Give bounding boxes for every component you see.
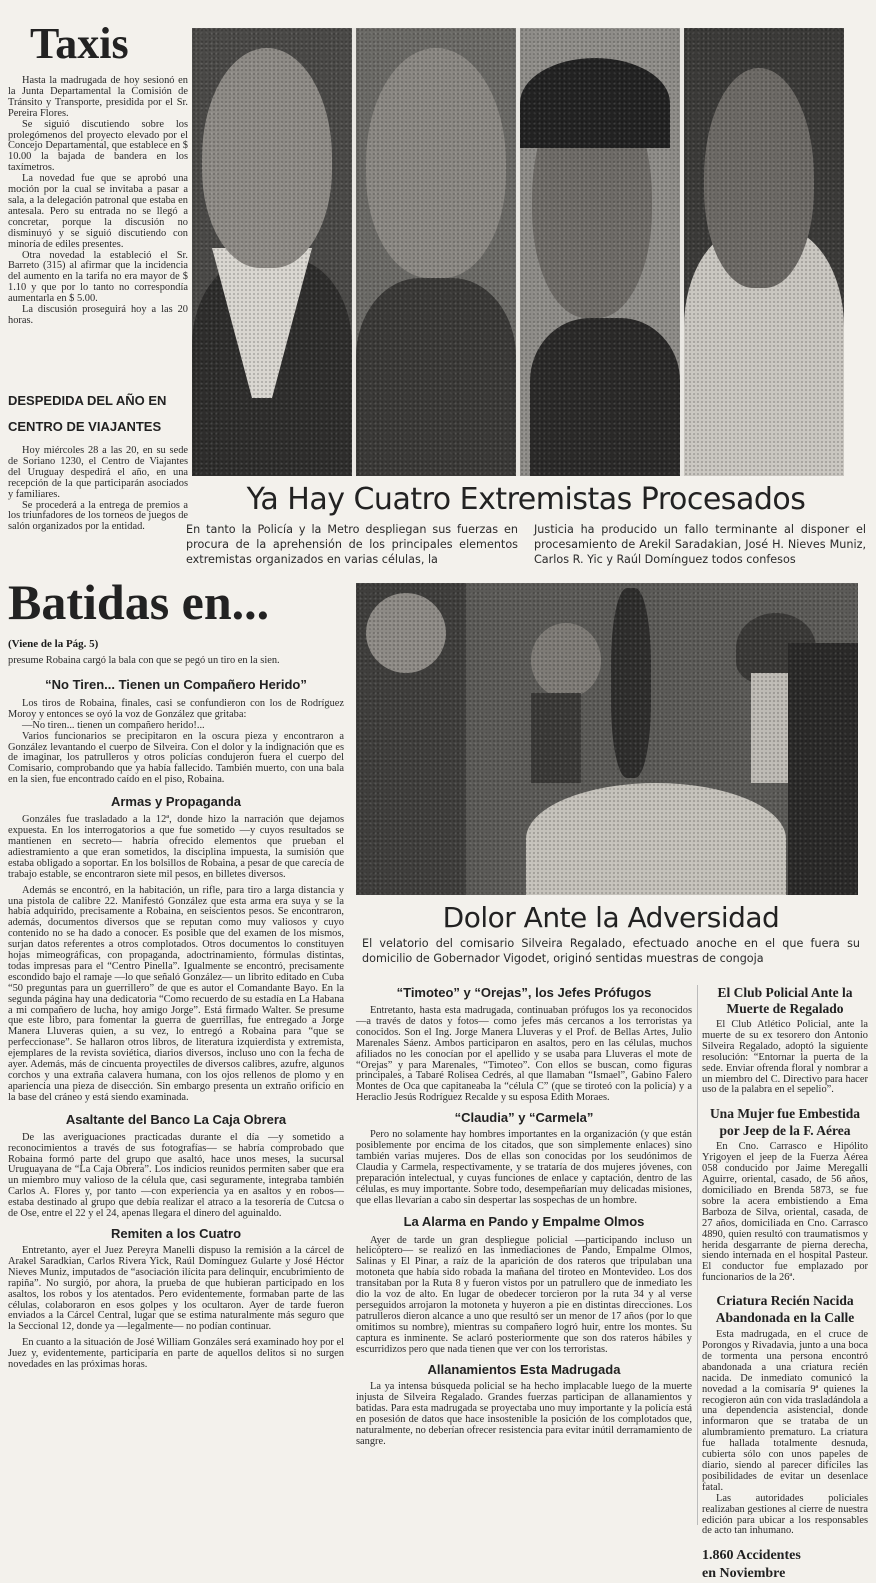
section-heading-asaltante: Asaltante del Banco La Caja Obrera <box>65 1111 287 1127</box>
brief-body <box>702 1330 868 1537</box>
article-paragraph: Gonzáles fue trasladado a la 12ª, donde hizo la narración que dejamos expuesta. En los interrogatorios a que fue sometido —y cuyos resultados se mantienen en secreto— habría ofrecido elementos que prueban el adiestramiento a que eran sometidos, la disciplina impuesta, la sumisión que estaba obligado a soportar. En los bolsillos de Robaina, a pesar de que carecía de trabajo estable, se encontraron siete mil pesos, en billetes diversos. <box>8 814 344 880</box>
taxis-body <box>8 76 188 327</box>
article-paragraph: Varios funcionarios se precipitaron en la oscura pieza y encontraron a González levantando el cuerpo de Silveira. Con el dolor y la indignación que es de imaginar, los patrulleros y otros policías condujeron fuera el cuerpo del Comisario, comprobando que ya había fallecido. También muerto, con una bala en la sien, fue encontrado caído en el piso, Robaina. <box>8 730 344 786</box>
taxis-paragraph: La novedad fue que se aprobó una moción por la cual se invitaba a pasar a sala, a la delegación patronal que estaba en antesala. Pero su entrada no se llegó a concretar, porque la discusión no disminuyó y se siguió discutiendo con minoría de ediles presentes. <box>8 173 188 250</box>
taxis-title: Taxis <box>30 19 129 68</box>
despedida-article <box>8 392 188 533</box>
taxis-paragraph: La discusión proseguirá hoy a las 20 horas. <box>8 304 188 326</box>
section-heading-allanamientos: Allanamientos Esta Madrugada <box>427 1362 621 1378</box>
section-heading-alarma: La Alarma en Pando y Empalme Olmos <box>403 1213 645 1229</box>
brief-paragraph: En Cno. Carrasco e Hipólito Yrigoyen el jeep de la Fuerza Aérea 058 conducido por Jaime Meregalli Aguirre, oriental, casado, de 56 años, domiciliado en Brenda 5873, se fue sobre la acera embistiendo a Ema Barboza de Silva, oriental, casada, de 27 años, domiciliada en Cno. Carrasco 4890, quien resultó con traumatismos y herida desgarrante de pierna derecha, siendo internada en el hospital Pasteur. El conductor fue emplazado por funcionarios de la 26ª. <box>702 1141 868 1284</box>
section-body <box>8 815 344 1104</box>
article-paragraph: —No tiren... tienen un compañero herido!... <box>22 719 205 731</box>
procesados-deck-left: En tanto la Policía y la Metro despliegan sus fuerzas en procura de la aprehensión de los principales elementos extremistas organizados en varias células, la <box>186 523 518 566</box>
procesados-article <box>186 480 866 567</box>
batidas-lead <box>8 656 344 667</box>
dolor-body <box>356 985 692 1448</box>
section-body <box>356 1006 692 1104</box>
section-body <box>356 1130 692 1206</box>
despedida-title-line1: DESPEDIDA DEL AÑO EN <box>8 393 167 408</box>
brief-body <box>702 1142 868 1284</box>
brief-heading-mujer-embestida: Una Mujer fue Embestida por Jeep de la F. Aérea <box>709 1106 861 1139</box>
despedida-paragraph: Hoy miércoles 28 a las 20, en su sede de Soriano 1230, el Centro de Viajantes del Uruguay despedirá el año, en una recepción de la que participarán asociados y familiares. <box>8 445 188 500</box>
section-body <box>8 1133 344 1220</box>
brief-paragraph: Esta madrugada, en el cruce de Porongos y Rivadavia, junto a una boca de tormenta una persona encontró abandonada a una criatura recién nacida. De inmediato comunicó la novedad a la comisaría 9ª quienes la recogieron aún con vida trasladándola a una dependencia asistencial, donde informaron que se trataba de un alumbramiento prematuro. La criatura fue hallada totalmente desnuda, cubierta sólo con unos papeles de diario, siendo al parecer difíciles las posibilidades de evitar un desenlace fatal. <box>702 1329 868 1493</box>
portrait-photo <box>192 28 352 476</box>
article-paragraph: La ya intensa búsqueda policial se ha hecho implacable luego de la muerte injusta de Silveira Regalado. Grandes fuerzas participan de allanamientos y batidas. Para esta madrugada se proyectaba uno muy importante y la policía está en posesión de datos que hace insostenible la posición de los complotados que, naturalmente, no deberían ofrecer resistencia para evitar inútil derramamiento de sangre. <box>356 1381 692 1447</box>
dolor-title: Dolor Ante la Adversidad <box>442 901 780 934</box>
procesados-deck-right: Justicia ha producido un fallo terminante al disponer el procesamiento de Arekil Saradakian, José H. Nieves Muniz, Carlos R. Yic y Raúl Domínguez todos confesos <box>534 523 866 566</box>
portrait-photo <box>684 28 844 476</box>
article-paragraph: De las averiguaciones practicadas durante el día —y sometido a reconocimientos a través de sus fotografías— se habría comprobado que Robaina formó parte del grupo que asaltó, hace unos meses, la sucursal Uruguayana de “La Caja Obrera”. Los indicios reunidos permiten saber que era un miembro muy valioso de la célula que, casi seguramente, integraba también Carlos A. Flores y, por tanto —con experiencia ya en asaltos y en robos— estaba destinado al grupo que debía realizar el atraco a la tesorería de Cutcsa o de Ose, entre el 22 y el 24, apenas llegara el dinero del aguinaldo. <box>8 1131 344 1220</box>
taxis-article <box>8 18 188 327</box>
column-rule <box>697 985 698 1525</box>
briefs-column <box>702 985 868 1583</box>
brief-body <box>702 1020 868 1096</box>
article-paragraph: Los tiros de Robaina, finales, casi se confundieron con los de Rodríguez Moroy y entonces se oyó la voz de González que gritaba: <box>8 697 344 720</box>
taxis-paragraph: Se siguió discutiendo sobre los prolegómenos del proyecto elevado por el Concejo Departamental, que establece en $ 10.00 la bajada de bandera en los taxímetros. <box>8 118 188 174</box>
despedida-body <box>8 446 188 533</box>
article-paragraph: Además se encontró, en la habitación, un rifle, para tiro a larga distancia y una pistola de calibre 22. Manifestó González que esta arma era suya y se la había adquirido, precisamente a Robaina, en seiscientos pesos. Se encontraron, además, documentos diversos que se reputan como muy valiosos y cuyo contenido no se ha dado a conocer. Es posible que del examen de los mismos, surjan datos referentes a otros complotados. Otros documentos lo constituyen hojas mimeográficas, con propaganda, adoctrinamiento, fórmulas distintas, todas impresas para el “Centro Pinella”. Igualmente se encontró, precisamente escondido bajo el ramaje —lo que señaló González— un librito editado en Cuba “50 preguntas para un guerrillero” de que es autor el Comandante Bayo. En la segunda página hay una dedicatoria “Como recuerdo de su estadía en La Habana a mi compañero de lucha, hoy amigo Jorge”. Está firmado Walter. Se presume que este libro, para fomentar la guerra de guerrillas, fue entregado a Jorge Manera Lluveras quien, a su vez, lo entregó a Robaina para “que se perfeccionase”. Se hallaron otros libros, de literatura izquierdista y extremista, ejemplares de la revista soviética, diarios diversos, incluso uno con la fecha de ayer. Además, más de cincuenta proyectiles de diversos calibres, azufre, algunos corchos y una extraña calavera humana, con los ojos rellenos de plomo y en apariencia una pieza de disección. Sin embargo presenta un extraño orificio en la base del cráneo y está siendo examinada. <box>8 884 344 1103</box>
dolor-deck: El velatorio del comisario Silveira Regalado, efectuado anoche en el que fuera su domicilio de Gobernador Vigodet, originó sentidas muestras de congoja <box>362 937 860 965</box>
batidas-article <box>8 574 344 1371</box>
section-heading-no-tiren: “No Tiren... Tienen un Compañero Herido” <box>45 676 307 692</box>
section-body <box>356 1382 692 1447</box>
extremists-photo-strip <box>192 28 844 476</box>
article-paragraph: Ayer de tarde un gran despliegue policial —participando incluso un helicóptero— se realizó en las inmediaciones de Pando, Empalme Olmos, Salinas y El Pinar, a raíz de la aparición de dos rateros que tripulaban una motoneta que había sido robada la mañana del tiroteo en Montevideo. Los dos transitaban por la Ruta 8 y fueron vistos por un patrullero que de inmediato les dio la voz de alto. En lugar de obedecer torcieron por la ruta 34 y al verse perseguidos arrojaron la motoneta y huyeron a pie en distintas direcciones. Los patrulleros dieron alcance a uno que resultó ser un menor de 17 años (por lo que omitimos su nombre), mientras su compañero logró huir, entre los montes. Su captura es inminente. Se aclaró posteriormente que son dos rateros hábiles y escurridizos pero que nada tienen que ver con los terroristas. <box>356 1234 692 1355</box>
despedida-title-line2: CENTRO DE VIAJANTES <box>8 419 162 434</box>
procesados-title: Ya Hay Cuatro Extremistas Procesados <box>246 482 806 517</box>
section-heading-remiten: Remiten a los Cuatro <box>110 1225 242 1241</box>
portrait-photo <box>520 28 680 476</box>
brief-paragraph: Las autoridades policiales realizaban gestiones al cierre de nuestra edición para ubicar a los responsables de acto tan inhumano. <box>702 1492 868 1537</box>
batidas-continued: (Viene de la Pág. 5) <box>8 638 99 650</box>
batidas-title: Batidas en... <box>8 574 270 630</box>
brief-heading-accidentes: 1.860 Accidentes en Noviembre <box>702 1548 801 1582</box>
taxis-paragraph: Hasta la madrugada de hoy sesionó en la Junta Departamental la Comisión de Tránsito y Transporte, presidida por el Sr. Pereira Flores. <box>8 75 188 119</box>
brief-heading-club-policial: El Club Policial Ante la Muerte de Regalado <box>717 985 853 1016</box>
article-paragraph: Entretanto, ayer el Juez Pereyra Manelli dispuso la remisión a la cárcel de Arakel Saradkian, Carlos Rivera Yick, Raúl Domínguez Gularte y José Héctor Nieves Muniz, imputados de “asociación ilícita para delinquir, encubrimiento de rapiña”. No surgió, por ahora, la prueba de que hubieran participado en los asaltos, los robos y los atentados. Pero evidentemente, formaban parte de las células, colaboraron en esos golpes y los ocultaron. Ayer de tarde fueron enviados a la Cárcel Central, lugar que se estima naturalmente más seguro que la Seccional 12, donde ya —legalmente— no podían continuar. <box>8 1244 344 1333</box>
section-heading-claudia: “Claudia” y “Carmela” <box>454 1110 594 1126</box>
article-paragraph: Pero no solamente hay hombres importantes en la organización (y que están posiblemente por encima de los citados, que son simplemente enlaces) sino también varias mujeres. Dos de ellas son conocidas por los seudónimos de Claudia y Carmela, respectivamente, y se trataría de dos mujeres jóvenes, con preparación intelectual, y cuyas funciones de enlace y captación, dentro de las células, es muy importante. Sobre todo, desempeñarían muy delicadas misiones, que ellas llevarían a cabo sin despertar las sospechas de un hombre. <box>356 1129 692 1206</box>
section-heading-timoteo: “Timoteo” y “Orejas”, los Jefes Prófugos <box>396 985 652 1000</box>
wake-photo <box>356 583 858 895</box>
section-heading-armas: Armas y Propaganda <box>110 794 242 810</box>
brief-paragraph: El Club Atlético Policial, ante la muerte de su ex tesorero don Antonio Silveira Regalado, adoptó la siguiente resolución: “Entornar la puerta de la sede. Enviar ofrenda floral y nombrar a un miembro del C. Directivo para hacer uso de la palabra en el sepelio”. <box>702 1019 868 1096</box>
portrait-photo <box>356 28 516 476</box>
article-paragraph: Entretanto, hasta esta madrugada, continuaban prófugos los ya reconocidos —a través de datos y fotos— como jefes más cercanos a los terroristas ya conocidos. Son el Ing. Jorge Manera Lluveras y el Prof. de Bellas Artes, Julio Marenales Sáenz. Ambos participaron en asaltos, pero en las células, muchos afiliados no les conocían por el apellido y se usaba para Lluveras el mote de “Orejas” y para Marenales, “Timoteo”. Con ellos se buscan, como figuras principales, a Tabaré Rolisea Cedrés, al que llamaban “Ismael”, Gabino Falero Montes de Oca que capitaneaba la “célula C” (que se tiroteó con la policía) y a Heraclio Jesús Rodríguez Recalde y su esposa Edith Moraes. <box>356 1005 692 1104</box>
section-body <box>356 1236 692 1356</box>
section-body <box>8 699 344 786</box>
taxis-paragraph: Otra novedad la estableció el Sr. Barreto (315) al afirmar que la incidencia del aumento en la tarifa no era mayor de $ 1.10 y que por lo tanto no correspondía aumentarla en $ 5.00. <box>8 249 188 305</box>
article-paragraph: En cuanto a la situación de José William Gonzáles será examinado hoy por el Juez y, evidentemente, participaría en parte de aquellos delitos si no surgen novedades en las próximas horas. <box>8 1337 344 1371</box>
despedida-paragraph: Se procederá a la entrega de premios a los triunfadores de los torneos de juegos de salón organizados por la entidad. <box>8 499 188 533</box>
brief-heading-criatura: Criatura Recién Nacida Abandonada en la Calle <box>715 1293 855 1326</box>
section-body <box>8 1246 344 1371</box>
batidas-lead-paragraph: presume Robaina cargó la bala con que se pegó un tiro en la sien. <box>8 655 280 666</box>
dolor-article <box>356 900 866 966</box>
